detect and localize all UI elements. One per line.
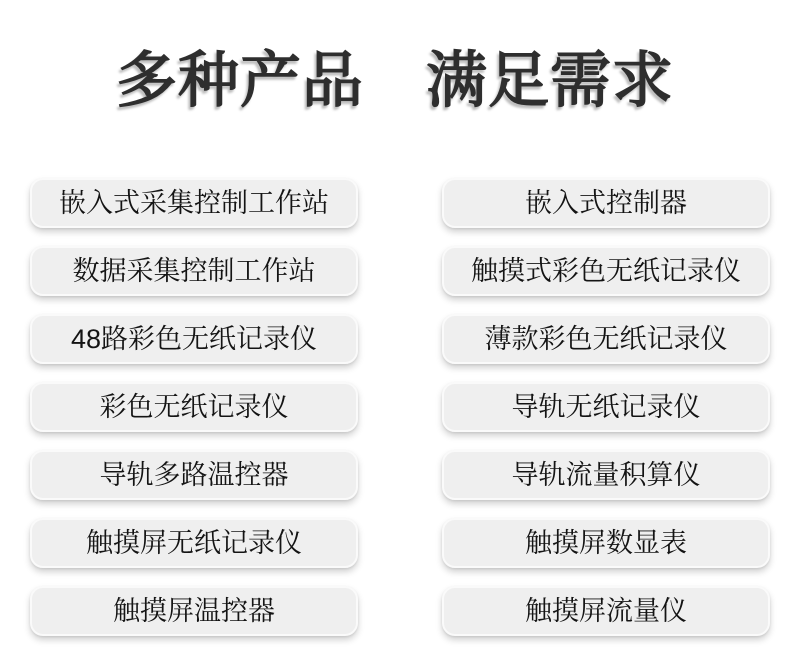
product-button-touchscreen-temperature-controller[interactable]: 触摸屏温控器 <box>30 586 358 636</box>
product-button-touchscreen-flow-meter[interactable]: 触摸屏流量仪 <box>442 586 770 636</box>
product-button-grid <box>30 178 770 636</box>
product-column-left <box>30 178 358 636</box>
product-button-din-rail-multichannel-temperature-controller[interactable]: 导轨多路温控器 <box>30 450 358 500</box>
product-button-embedded-acquisition-control-workstation[interactable]: 嵌入式采集控制工作站 <box>30 178 358 228</box>
product-button-slim-color-paperless-recorder[interactable]: 薄款彩色无纸记录仪 <box>442 314 770 364</box>
product-button-touchscreen-paperless-recorder[interactable]: 触摸屏无纸记录仪 <box>30 518 358 568</box>
product-button-48ch-color-paperless-recorder[interactable]: 48路彩色无纸记录仪 <box>30 314 358 364</box>
page-title: 多种产品 满足需求 <box>115 46 674 114</box>
product-button-touch-color-paperless-recorder[interactable]: 触摸式彩色无纸记录仪 <box>442 246 770 296</box>
product-button-color-paperless-recorder[interactable]: 彩色无纸记录仪 <box>30 382 358 432</box>
product-button-embedded-controller[interactable]: 嵌入式控制器 <box>442 178 770 228</box>
product-button-din-rail-paperless-recorder[interactable]: 导轨无纸记录仪 <box>442 382 770 432</box>
product-button-din-rail-flow-totalizer[interactable]: 导轨流量积算仪 <box>442 450 770 500</box>
product-button-touchscreen-digital-display-meter[interactable]: 触摸屏数显表 <box>442 518 770 568</box>
product-button-data-acquisition-control-workstation[interactable]: 数据采集控制工作站 <box>30 246 358 296</box>
product-column-right <box>442 178 770 636</box>
